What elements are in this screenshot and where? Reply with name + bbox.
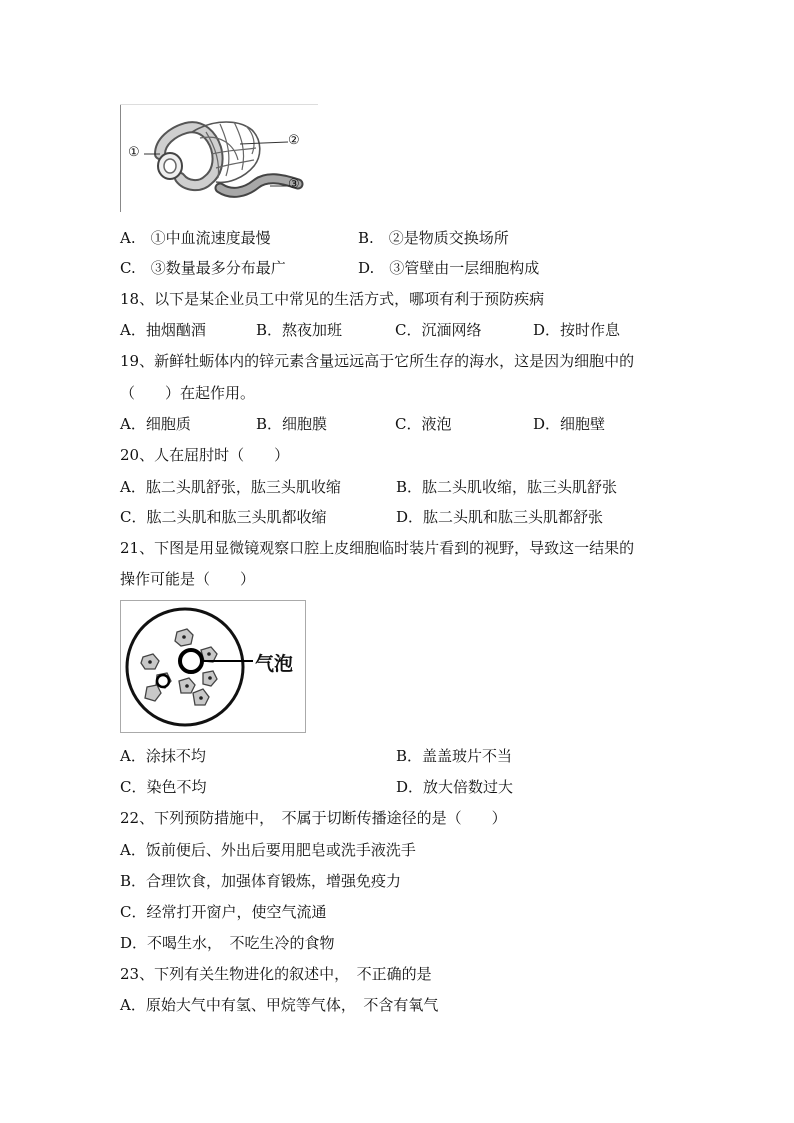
q17-option-a: A. ①中血流速度最慢 xyxy=(120,229,271,247)
q17-option-b: B. ②是物质交换场所 xyxy=(358,229,509,247)
q19-stem-line2: （ ）在起作用。 xyxy=(120,384,256,402)
q22-option-a: A．饭前便后、外出后要用肥皂或洗手液洗手 xyxy=(120,841,416,859)
bubble-label: 气泡 xyxy=(255,653,294,675)
q20-option-d: D．肱二头肌和肱三头肌都舒张 xyxy=(396,508,604,526)
q18-option-d: D．按时作息 xyxy=(533,321,621,339)
q21-stem-line1: 21、下图是用显微镜观察口腔上皮细胞临时装片看到的视野，导致这一结果的 xyxy=(120,539,635,557)
q23-stem: 23、下列有关生物进化的叙述中， 不正确的是 xyxy=(120,965,432,983)
blood-vessel-figure xyxy=(120,104,318,212)
q19-option-c: C．液泡 xyxy=(395,415,452,433)
q19-option-b: B．细胞膜 xyxy=(256,415,328,433)
microscope-view-figure xyxy=(120,600,306,733)
q21-option-a: A．涂抹不均 xyxy=(120,747,206,765)
q18-option-c: C．沉湎网络 xyxy=(395,321,482,339)
q19-stem-line1: 19、新鲜牡蛎体内的锌元素含量远远高于它所生存的海水，这是因为细胞中的 xyxy=(120,352,635,370)
q20-option-a: A．肱二头肌舒张，肱三头肌收缩 xyxy=(120,478,341,496)
figure-label-1: ① xyxy=(128,145,140,160)
q20-option-c: C．肱二头肌和肱三头肌都收缩 xyxy=(120,508,327,526)
q22-option-c: C．经常打开窗户，使空气流通 xyxy=(120,903,327,921)
q18-option-a: A．抽烟酗酒 xyxy=(120,321,206,339)
q21-option-b: B．盖盖玻片不当 xyxy=(396,747,513,765)
q19-option-d: D．细胞壁 xyxy=(533,415,606,433)
q21-stem-line2: 操作可能是（ ） xyxy=(120,570,256,588)
q23-option-a: A．原始大气中有氢、甲烷等气体， 不含有氧气 xyxy=(120,996,439,1014)
q20-stem: 20、人在屈肘时（ ） xyxy=(120,446,290,464)
q17-option-d: D. ③管壁由一层细胞构成 xyxy=(358,259,540,277)
figure-label-2: ② xyxy=(288,133,300,148)
q21-option-d: D．放大倍数过大 xyxy=(396,778,514,796)
q18-stem: 18、以下是某企业员工中常见的生活方式，哪项有利于预防疾病 xyxy=(120,290,545,308)
q22-option-d: D．不喝生水， 不吃生冷的食物 xyxy=(120,934,335,952)
q20-option-b: B．肱二头肌收缩，肱三头肌舒张 xyxy=(396,478,618,496)
q19-option-a: A．细胞质 xyxy=(120,415,191,433)
q21-option-c: C．染色不均 xyxy=(120,778,207,796)
figure-label-3: ③ xyxy=(288,177,300,192)
q18-option-b: B．熬夜加班 xyxy=(256,321,343,339)
q22-option-b: B．合理饮食，加强体育锻炼，增强免疫力 xyxy=(120,872,402,890)
q17-option-c: C. ③数量最多分布最广 xyxy=(120,259,286,277)
q22-stem: 22、下列预防措施中， 不属于切断传播途径的是（ ） xyxy=(120,809,507,827)
